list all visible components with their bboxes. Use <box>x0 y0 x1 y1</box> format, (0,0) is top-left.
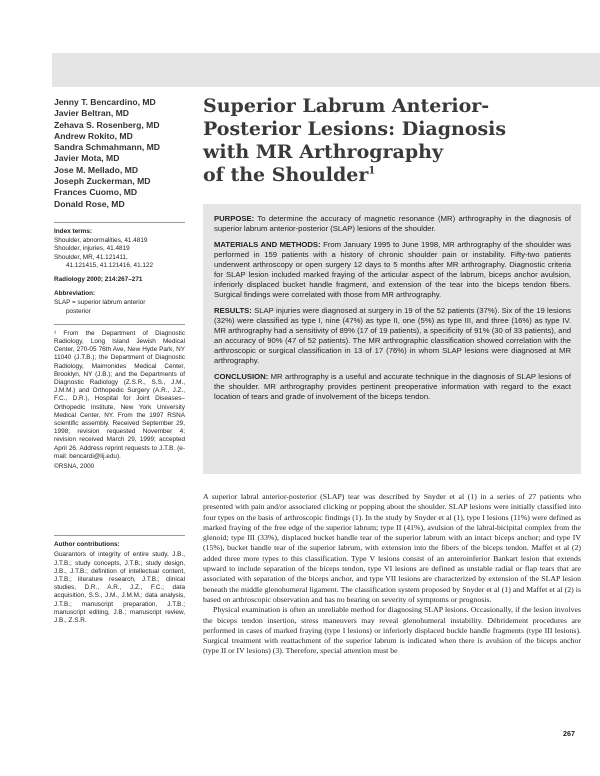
article-title <box>203 95 563 187</box>
author-name: Donald Rose, MD <box>54 198 125 209</box>
results-label: RESULTS: <box>214 306 252 315</box>
article-body <box>203 492 581 657</box>
author-contributions <box>54 541 185 625</box>
copyright: ©RSNA, 2000 <box>54 463 95 471</box>
index-term: Shoulder, injuries, 41.4819 <box>54 245 130 253</box>
abbreviation-heading: Abbreviation: <box>54 290 96 298</box>
author-name: Jenny T. Bencardino, MD <box>54 97 156 107</box>
author-name: Joseph Zuckerman, MD <box>54 176 151 187</box>
title-line: Superior Labrum Anterior- <box>203 95 490 117</box>
divider <box>54 324 185 325</box>
author-name: Andrew Rokito, MD <box>54 130 133 141</box>
methods-label: MATERIALS AND METHODS: <box>214 240 321 249</box>
author-name: Jose M. Mellado, MD <box>54 164 139 175</box>
index-terms <box>54 228 185 270</box>
author-name: Sandra Schmahmann, MD <box>54 142 161 153</box>
affiliation-footnote: ¹ From the Department of Diagnostic Radiology, Long Island Jewish Medical Center, 270-05 76th Ave, New Hyde Park, NY 11040 (J.T.B.); the Department of Diagnostic Radiology, Maimonides Medical Center, Brooklyn, NY (J.B.); and the Departments of Diagnostic Radiology (Z.S.R., S.S., J.M., J.M.M.) and Orthopedic Surgery (A.R., J.Z., F.C., D.R.), Hospital for Joint Diseases–Orthopedic Institute, New York University Medical Center, NY. From the 1997 RSNA scientific assembly. Received September 29, 1998; revision requested November 4; revision received March 29, 1999; accepted April 26. Address reprint requests to J.T.B. (e-mail: bencardi@lij.edu). <box>54 329 185 460</box>
abstract-methods <box>214 240 571 300</box>
contributions-heading: Author contributions: <box>54 541 120 549</box>
methods-text: From January 1995 to June 1998, MR arthrography of the shoulder was performed in 159 patients with a history of chronic shoulder pain or instability. Fifty-two patients underwent arthroscopy or open surgery 12 days to 5 months after MR arthrography. Diagnostic criteria for SLAP lesion included marked fraying of the articular aspect of the labrum, biceps anchor avulsion, inferiorly displaced bucket handle fragment, and extension of the tear into the biceps tendon fibers. Surgical findings were correlated with those from MR arthrography. <box>214 240 572 299</box>
abstract-purpose <box>214 214 571 234</box>
index-term: Shoulder, MR, 41.121411, <box>54 253 128 261</box>
author-name: Zehava S. Rosenberg, MD <box>54 119 160 130</box>
journal-citation: Radiology 2000; 214:267–271 <box>54 275 143 283</box>
index-terms-heading: Index terms: <box>54 227 93 235</box>
sidebar <box>54 97 185 625</box>
conclusion-label: CONCLUSION: <box>214 372 269 381</box>
abbreviation-line: posterior <box>66 307 91 315</box>
abbreviation <box>54 290 185 316</box>
abstract-results <box>214 306 571 366</box>
abstract-conclusion <box>214 372 571 402</box>
author-name: Javier Mota, MD <box>54 153 120 164</box>
results-text: SLAP injuries were diagnosed at surgery in 19 of the 52 patients (37%). Six of the 19 lesions (32%) were classified as type I, nine (47%) as type II, one (5%) as type III, and three (16%) as type IV. MR arthrography had a sensitivity of 89% (17 of 19 patients), a specificity of 91% (30 of 33 patients), and an accuracy of 90% (47 of 52 patients). The MR arthrographic classification showed correlation with the arthroscopic or surgical classification in 13 of 17 (76%) in whom SLAP lesions were diagnosed at MR arthrography. <box>214 306 571 365</box>
body-paragraph: A superior labral anterior-posterior (SLAP) tear was described by Snyder et al (1) in a series of 27 patients who presented with pain and/or associated clicking or popping about the shoulder. SLAP lesions were initially classified into four types on the basis of arthroscopic findings (1). In the study by Snyder et al (1), type I lesions (11%) were defined as marked fraying of the free edge of the superior labrum; type II (41%), avulsion of the labral-bicipital complex from the glenoid; type III (33%), displaced bucket handle tear of the superior labrum with an intact biceps anchor; and type IV (15%), bucket handle tear of the superior labrum, with extension into the fibers of the biceps tendon. Maffet et al (2) added three more types to this classification. Type V lesions consist of an anteroinferior Bankart lesion that extends upward to include separation of the biceps tendon, type VI lesions are defined as unstable radial or flap tears that are associated with separation of the biceps anchor, and type VII lesions are characterized by extension of the SLAP lesion beneath the middle glenohumeral ligament. The classification system proposed by Snyder et al (1) and Maffet et al (2) is based on arthroscopic observation and has no bearing on severity of symptoms or prognosis. <box>203 492 581 604</box>
author-list <box>54 97 185 210</box>
author-name: Javier Beltran, MD <box>54 108 129 119</box>
title-line-text: of the Shoulder <box>203 164 369 186</box>
index-term: Shoulder, abnormalities, 41.4819 <box>54 237 148 245</box>
title-line: Posterior Lesions: Diagnosis <box>203 118 507 140</box>
divider <box>54 535 185 536</box>
index-term: 41.121415, 41.121416, 41.122 <box>66 261 154 269</box>
divider <box>54 222 185 223</box>
abstract-box <box>203 204 581 474</box>
contributions-text: Guarantors of integrity of entire study, J.B., J.T.B.; study concepts, J.T.B.; study design, J.B., J.T.B.; definition of intellectual content, J.T.B.; literature research, J.T.B.; clinical studies, D.R., A.R., J.Z., F.C.; data acquisition, S.S., J.M., J.M.M.; data analysis, J.T.B.; manuscript preparation, J.T.B.; manuscript editing, J.B.; manuscript review, J.B., Z.S.R. <box>54 551 185 625</box>
title-line <box>203 164 563 187</box>
conclusion-text: MR arthrography is a useful and accurate technique in the diagnosis of SLAP lesions of the shoulder. MR arthrography provides pertinent preoperative information with regard to the exact location of tears and grade of involvement of the biceps tendon. <box>214 372 571 401</box>
header-band <box>52 53 600 87</box>
purpose-text: To determine the accuracy of magnetic resonance (MR) arthrography in the diagnosis of superior labrum anterior-posterior (SLAP) lesions of the shoulder. <box>214 214 572 233</box>
title-footnote-mark: 1 <box>368 165 376 177</box>
abbreviation-line: SLAP = superior labrum anterior <box>54 299 146 307</box>
title-line: with MR Arthrography <box>203 141 443 163</box>
purpose-label: PURPOSE: <box>214 214 255 223</box>
page-number: 267 <box>563 729 575 738</box>
author-name: Frances Cuomo, MD <box>54 187 138 198</box>
body-paragraph: Physical examination is often an unreliable method for diagnosing SLAP lesions. Occasionally, if the lesion involves the biceps tendon insertion, stress maneuvers may reveal glenohumeral instability. Débridement procedures are performed in cases of marked fraying (type I lesions) or inferiorly displaced buckle handle fragments (type III lesions). Surgical treatment with reattachment of the superior labrum is indicated when there is avulsion of the biceps anchor (type II or IV lesions) (3). Therefore, special attention must be <box>203 605 581 656</box>
